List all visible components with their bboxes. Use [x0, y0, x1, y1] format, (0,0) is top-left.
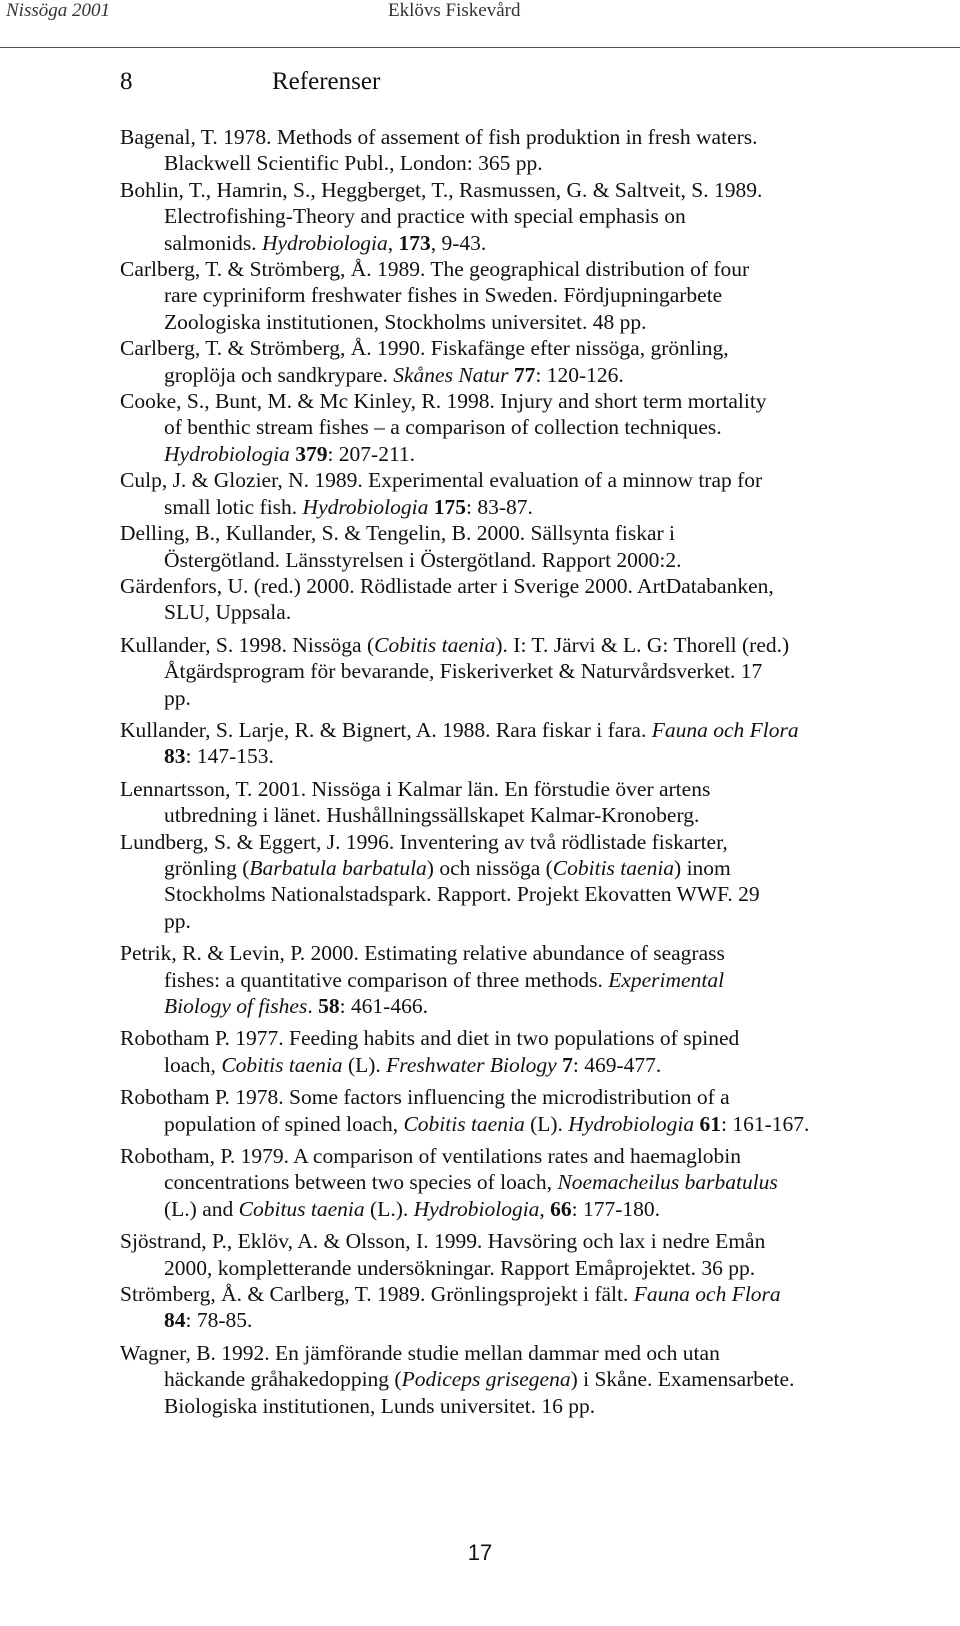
- italic-text: Cobitus taenia: [238, 1196, 365, 1221]
- reference-text: : 83-87.: [465, 494, 533, 519]
- section-heading: [120, 68, 380, 96]
- volume-number: 58: [318, 994, 340, 1018]
- reference-text: Carlberg, T. & Strömberg, Å. 1990. Fiskafänge efter nissöga, grönling,: [120, 336, 729, 361]
- reference-text: ) i Skåne. Examensarbete.: [570, 1367, 795, 1392]
- reference-text: population of spined loach,: [164, 1111, 404, 1136]
- italic-text: Skånes Natur: [393, 362, 509, 387]
- reference-entry: [120, 1228, 938, 1281]
- volume-number: 173: [398, 230, 431, 255]
- reference-text: Wagner, B. 1992. En jämförande studie mellan dammar med och utan: [120, 1340, 720, 1365]
- reference-text: Östergötland. Länsstyrelsen i Östergötland. Rapport 2000:2.: [164, 547, 682, 572]
- reference-text: Lennartsson, T. 2001. Nissöga i Kalmar län. En förstudie över artens: [120, 776, 711, 801]
- reference-text: .: [307, 994, 319, 1018]
- reference-text: of benthic stream fishes – a comparison of collection techniques.: [164, 415, 722, 440]
- reference-text: Biologiska institutionen, Lunds universitet. 16 pp.: [164, 1393, 596, 1418]
- reference-text: Åtgärdsprogram för bevarande, Fiskeriverket & Naturvårdsverket. 17: [164, 659, 763, 684]
- reference-text: utbredning i länet. Hushållningssällskapet Kalmar-Kronoberg.: [164, 803, 700, 828]
- reference-entry: [120, 1340, 938, 1419]
- reference-entry: [120, 256, 938, 335]
- reference-text: ). I: T. Järvi & L. G: Thorell (red.): [495, 632, 790, 657]
- volume-number: 175: [433, 494, 466, 519]
- page-number: 17: [467, 1540, 493, 1565]
- reference-text: : 177-180.: [571, 1196, 661, 1221]
- reference-text: Lundberg, S. & Eggert, J. 1996. Inventering av två rödlistade fiskarter,: [120, 829, 728, 854]
- volume-number: 379: [295, 441, 328, 466]
- reference-entry: [120, 829, 938, 935]
- reference-text: rare cypriniform freshwater fishes in Sweden. Fördjupningarbete: [164, 283, 723, 308]
- reference-entry: [120, 335, 938, 388]
- header-organization: Eklövs Fiskevård: [388, 0, 521, 21]
- reference-text: Culp, J. & Glozier, N. 1989. Experimental evaluation of a minnow trap for: [120, 468, 763, 493]
- reference-text: : 78-85.: [185, 1308, 253, 1333]
- reference-text: : 120-126.: [535, 362, 624, 387]
- reference-text: Sjöstrand, P., Eklöv, A. & Olsson, I. 1999. Havsöring och lax i nedre Emån: [120, 1229, 766, 1254]
- running-header: [0, 0, 960, 24]
- italic-text: Experimental: [608, 967, 725, 992]
- reference-text: (L).: [342, 1052, 387, 1077]
- reference-text: Delling, B., Kullander, S. & Tengelin, B. 2000. Sällsynta fiskar i: [120, 521, 675, 546]
- italic-text: Barbatula barbatula: [249, 855, 427, 880]
- reference-text: häckande gråhakedopping (: [164, 1367, 402, 1392]
- reference-text: Robotham, P. 1979. A comparison of ventilations rates and haemaglobin: [120, 1144, 742, 1169]
- reference-text: Carlberg, T. & Strömberg, Å. 1989. The geographical distribution of four: [120, 257, 750, 282]
- reference-entry: [120, 1025, 938, 1078]
- volume-number: 84: [164, 1308, 186, 1333]
- italic-text: Cobitis taenia: [374, 632, 496, 657]
- reference-text: Strömberg, Å. & Carlberg, T. 1989. Grönlingsprojekt i fält.: [120, 1282, 634, 1307]
- reference-text: concentrations between two species of loach,: [164, 1170, 558, 1195]
- reference-text: : 147-153.: [185, 744, 274, 769]
- reference-text: : 469-477.: [572, 1052, 662, 1077]
- italic-text: Cobitis taenia: [403, 1111, 525, 1136]
- reference-text: Bohlin, T., Hamrin, S., Heggberget, T., Rasmussen, G. & Saltveit, S. 1989.: [120, 177, 763, 202]
- volume-number: 7: [562, 1052, 573, 1077]
- reference-text: : 461-466.: [339, 994, 428, 1018]
- reference-entry: [120, 520, 938, 573]
- italic-text: Fauna och Flora: [651, 717, 799, 742]
- reference-text: (L.) and: [164, 1196, 239, 1221]
- section-title: Referenser: [272, 68, 381, 95]
- header-report-title: Nissöga 2001: [6, 0, 110, 21]
- reference-text: pp.: [164, 685, 191, 710]
- reference-list: [120, 124, 938, 1419]
- italic-text: Hydrobiologia: [568, 1111, 695, 1136]
- reference-text: fishes: a quantitative comparison of three methods.: [164, 967, 609, 992]
- reference-entry: [120, 1143, 938, 1222]
- italic-text: Cobitis taenia: [552, 855, 675, 880]
- reference-text: Kullander, S. 1998. Nissöga (: [120, 632, 375, 657]
- reference-text: : 161-167.: [720, 1111, 810, 1136]
- reference-text: groplöja och sandkrypare.: [164, 362, 394, 387]
- italic-text: Hydrobiologia: [164, 441, 290, 466]
- header-divider: [0, 47, 960, 48]
- reference-entry: [120, 940, 938, 1019]
- reference-text: SLU, Uppsala.: [164, 600, 292, 625]
- reference-text: Stockholms Nationalstadspark. Rapport. Projekt Ekovatten WWF. 29: [164, 882, 760, 907]
- section-number: 8: [120, 68, 133, 95]
- reference-text: Robotham P. 1977. Feeding habits and diet in two populations of spined: [120, 1026, 740, 1051]
- reference-text: : 207-211.: [327, 441, 416, 466]
- reference-text: Robotham P. 1978. Some factors influencing the microdistribution of a: [120, 1085, 730, 1110]
- reference-entry: [120, 177, 938, 256]
- reference-entry: [120, 1281, 938, 1334]
- italic-text: Biology of fishes: [164, 994, 308, 1018]
- reference-entry: [120, 776, 938, 829]
- reference-text: , 9-43.: [430, 230, 487, 255]
- reference-text: ) och nissöga (: [426, 855, 553, 880]
- reference-text: Blackwell Scientific Publ., London: 365 pp.: [164, 151, 543, 176]
- italic-text: Noemacheilus barbatulus: [557, 1170, 778, 1195]
- reference-text: Bagenal, T. 1978. Methods of assement of fish produktion in fresh waters.: [120, 125, 758, 149]
- reference-entry: [120, 717, 938, 770]
- reference-text: (L.).: [364, 1196, 414, 1221]
- italic-text: Hydrobiologia: [302, 494, 429, 519]
- reference-entry: [120, 467, 938, 520]
- volume-number: 77: [513, 362, 536, 387]
- reference-text: Petrik, R. & Levin, P. 2000. Estimating relative abundance of seagrass: [120, 941, 725, 966]
- italic-text: Hydrobiologia: [261, 230, 388, 255]
- reference-text: small lotic fish.: [164, 494, 303, 519]
- reference-text: ,: [387, 230, 399, 255]
- reference-text: Zoologiska institutionen, Stockholms universitet. 48 pp.: [164, 309, 647, 334]
- reference-text: Kullander, S. Larje, R. & Bignert, A. 1988. Rara fiskar i fara.: [120, 717, 652, 742]
- reference-entry: [120, 124, 938, 177]
- italic-text: Cobitis taenia: [221, 1052, 343, 1077]
- volume-number: 83: [164, 744, 186, 769]
- reference-text: ) inom: [674, 855, 731, 880]
- italic-text: Freshwater Biology: [386, 1052, 557, 1077]
- reference-text: Gärdenfors, U. (red.) 2000. Rödlistade arter i Sverige 2000. ArtDatabanken,: [120, 573, 774, 598]
- reference-text: grönling (: [164, 855, 250, 880]
- reference-entry: [120, 573, 938, 626]
- volume-number: 61: [699, 1111, 721, 1136]
- reference-text: 2000, kompletterande undersökningar. Rapport Emåprojektet. 36 pp.: [164, 1255, 756, 1280]
- italic-text: Fauna och Flora: [633, 1282, 781, 1307]
- reference-text: ,: [539, 1196, 551, 1221]
- reference-text: pp.: [164, 908, 191, 933]
- italic-text: Podiceps grisegena: [401, 1367, 571, 1392]
- reference-text: Electrofishing-Theory and practice with special emphasis on: [164, 204, 686, 229]
- volume-number: 66: [550, 1196, 572, 1221]
- reference-text: (L).: [524, 1111, 569, 1136]
- reference-entry: [120, 388, 938, 467]
- reference-text: salmonids.: [164, 230, 262, 255]
- reference-text: Cooke, S., Bunt, M. & Mc Kinley, R. 1998. Injury and short term mortality: [120, 389, 767, 414]
- reference-text: loach,: [164, 1052, 222, 1077]
- reference-entry: [120, 632, 938, 711]
- italic-text: Hydrobiologia: [413, 1196, 540, 1221]
- reference-entry: [120, 1084, 938, 1137]
